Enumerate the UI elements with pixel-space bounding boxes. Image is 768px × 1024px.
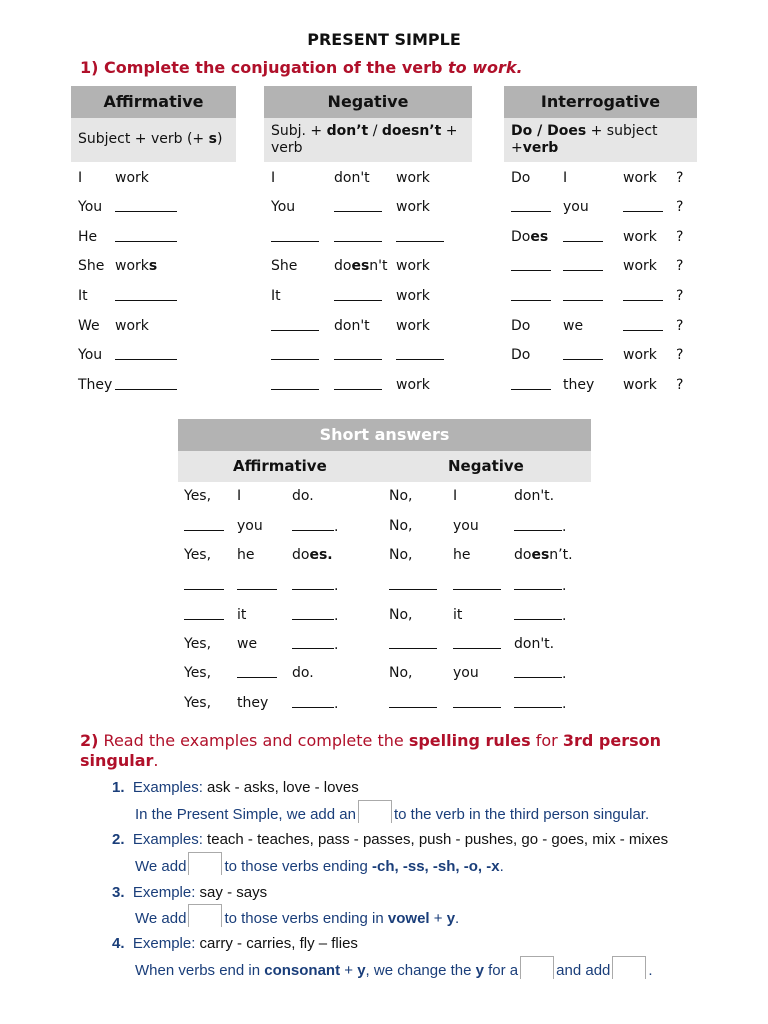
- short-answer-subject: you: [453, 665, 479, 681]
- rule-3-examples: 3. Exemple: say - says: [112, 884, 268, 901]
- affirmative-subject: They: [78, 377, 113, 393]
- short-answer-no: No,: [389, 518, 413, 534]
- interrogative-verb: work: [623, 229, 657, 245]
- short-answer-auxiliary: do.: [292, 665, 314, 681]
- short-answer-yes: Yes,: [184, 695, 212, 711]
- short-answer-auxiliary: don't.: [514, 636, 555, 652]
- short-answer-yes: Yes,: [184, 636, 212, 652]
- negative-header: Negative: [264, 86, 472, 118]
- affirmative-verb: work: [115, 318, 149, 334]
- negative-subject-blank[interactable]: [271, 377, 319, 394]
- short-answer-no: No,: [389, 488, 413, 504]
- rule-2-answer-box[interactable]: [188, 852, 222, 875]
- interrogative-question-mark: ?: [676, 318, 684, 334]
- short-answer-subject: you: [237, 518, 263, 534]
- short-answer-blank[interactable]: .: [292, 695, 338, 712]
- section-1-number: 1): [80, 58, 99, 77]
- negative-auxiliary: don't: [334, 170, 370, 186]
- section-1-verb: to work.: [448, 58, 523, 77]
- interrogative-auxiliary-blank[interactable]: [511, 199, 551, 216]
- interrogative-question-mark: ?: [676, 199, 684, 215]
- negative-subject-blank[interactable]: [271, 347, 319, 364]
- affirmative-subject: We: [78, 318, 100, 334]
- interrogative-auxiliary-blank[interactable]: [511, 258, 551, 275]
- short-answers-header: Short answers: [178, 419, 591, 451]
- interrogative-subject: we: [563, 318, 584, 334]
- rule-2-statement: We add to those verbs ending -ch, -ss, -sh, -o, -x.: [135, 852, 504, 875]
- short-answer-blank[interactable]: .: [514, 695, 566, 712]
- affirmative-verb-blank[interactable]: [115, 288, 177, 305]
- short-answer-blank[interactable]: [389, 695, 437, 712]
- rule-1-examples: 1. Examples: ask - asks, love - loves: [112, 779, 359, 796]
- short-answer-subject: I: [453, 488, 458, 504]
- affirmative-subject: He: [78, 229, 98, 245]
- interrogative-question-mark: ?: [676, 347, 684, 363]
- negative-verb: work: [396, 170, 430, 186]
- negative-auxiliary-blank[interactable]: [334, 199, 382, 216]
- negative-subject: I: [271, 170, 276, 186]
- interrogative-subject: I: [563, 170, 568, 186]
- negative-auxiliary: don't: [334, 318, 370, 334]
- short-answer-blank[interactable]: .: [514, 518, 566, 535]
- interrogative-verb: work: [623, 258, 657, 274]
- short-answer-blank[interactable]: .: [292, 518, 338, 535]
- affirmative-header: Affirmative: [71, 86, 236, 118]
- short-answer-subject: we: [237, 636, 258, 652]
- affirmative-subject: You: [78, 199, 103, 215]
- interrogative-question-mark: ?: [676, 258, 684, 274]
- negative-formula: Subj. + don’t / doesn’t + verb: [264, 118, 472, 162]
- short-answer-blank[interactable]: [184, 518, 224, 535]
- affirmative-subject: It: [78, 288, 88, 304]
- rule-1-statement: In the Present Simple, we add an to the verb in the third person singular.: [135, 800, 649, 823]
- negative-verb-blank[interactable]: [396, 229, 444, 246]
- negative-subject: It: [271, 288, 281, 304]
- short-answer-subject: you: [453, 518, 479, 534]
- interrogative-table: [504, 86, 697, 162]
- section-1-text: Complete the conjugation of the verb: [104, 58, 443, 77]
- short-answer-auxiliary: does.: [292, 547, 333, 563]
- interrogative-verb: work: [623, 377, 657, 393]
- interrogative-subject: they: [563, 377, 595, 393]
- interrogative-verb-blank[interactable]: [623, 318, 663, 335]
- affirmative-verb: works: [115, 258, 158, 274]
- negative-auxiliary-blank[interactable]: [334, 377, 382, 394]
- negative-verb-blank[interactable]: [396, 347, 444, 364]
- affirmative-subject: She: [78, 258, 105, 274]
- short-answer-blank[interactable]: [237, 577, 277, 594]
- interrogative-header: Interrogative: [504, 86, 697, 118]
- short-answer-blank[interactable]: [184, 577, 224, 594]
- interrogative-verb-blank[interactable]: [623, 199, 663, 216]
- rule-4-statement: When verbs end in consonant + y, we change the y for a and add .: [135, 956, 653, 979]
- short-answer-blank[interactable]: [453, 636, 501, 653]
- short-answer-yes: Yes,: [184, 488, 212, 504]
- interrogative-question-mark: ?: [676, 229, 684, 245]
- short-answer-blank[interactable]: [389, 577, 437, 594]
- section-2-heading: 2) Read the examples and complete the spelling rules for 3rd person singular.: [80, 731, 661, 770]
- short-answer-auxiliary: don't.: [514, 488, 555, 504]
- interrogative-subject-blank[interactable]: [563, 229, 603, 246]
- interrogative-auxiliary: Do: [511, 170, 531, 186]
- affirmative-verb: work: [115, 170, 149, 186]
- short-answer-subject: I: [237, 488, 242, 504]
- short-answer-subject: it: [237, 607, 247, 623]
- interrogative-verb: work: [623, 347, 657, 363]
- short-answer-auxiliary: do.: [292, 488, 314, 504]
- short-answers-table: [178, 419, 591, 482]
- negative-subject: You: [271, 199, 296, 215]
- rule-3-answer-box[interactable]: [188, 904, 222, 927]
- rule-1-answer-box[interactable]: [358, 800, 392, 823]
- short-answer-blank[interactable]: .: [514, 607, 566, 624]
- short-answer-subject: it: [453, 607, 463, 623]
- affirmative-subject: You: [78, 347, 103, 363]
- short-answer-subject: he: [453, 547, 471, 563]
- negative-subject: She: [271, 258, 298, 274]
- affirmative-formula: Subject + verb (+ s): [71, 118, 236, 162]
- interrogative-verb-blank[interactable]: [623, 288, 663, 305]
- affirmative-verb-blank[interactable]: [115, 377, 177, 394]
- short-answer-no: No,: [389, 547, 413, 563]
- negative-auxiliary: doesn't: [334, 258, 388, 274]
- interrogative-subject-blank[interactable]: [563, 258, 603, 275]
- negative-table: [264, 86, 472, 162]
- negative-verb: work: [396, 377, 430, 393]
- affirmative-verb-blank[interactable]: [115, 229, 177, 246]
- interrogative-auxiliary: Do: [511, 347, 531, 363]
- short-answer-blank[interactable]: .: [292, 607, 338, 624]
- short-answer-no: No,: [389, 607, 413, 623]
- affirmative-table: [71, 86, 236, 162]
- short-answer-blank[interactable]: .: [514, 577, 566, 594]
- interrogative-auxiliary: Does: [511, 229, 549, 245]
- interrogative-auxiliary-blank[interactable]: [511, 377, 551, 394]
- short-answer-auxiliary: doesn’t.: [514, 547, 573, 563]
- interrogative-auxiliary: Do: [511, 318, 531, 334]
- rule-3-statement: We add to those verbs ending in vowel + y.: [135, 904, 459, 927]
- negative-verb: work: [396, 318, 430, 334]
- short-answers-negative-label: Negative: [448, 457, 524, 475]
- short-answer-blank[interactable]: [453, 695, 501, 712]
- rule-4-examples: 4. Exemple: carry - carries, fly – flies: [112, 935, 358, 952]
- interrogative-auxiliary-blank[interactable]: [511, 288, 551, 305]
- short-answer-subject: he: [237, 547, 255, 563]
- negative-auxiliary-blank[interactable]: [334, 347, 382, 364]
- rule-4-answer-box-letter[interactable]: [520, 956, 554, 979]
- short-answer-blank[interactable]: [453, 577, 501, 594]
- short-answers-affirmative-label: Affirmative: [233, 457, 327, 475]
- short-answer-blank[interactable]: .: [514, 665, 566, 682]
- interrogative-subject-blank[interactable]: [563, 347, 603, 364]
- short-answers-subheader: [178, 451, 591, 482]
- rule-2-examples: 2. Examples: teach - teaches, pass - passes, push - pushes, go - goes, mix - mixes: [112, 831, 669, 848]
- section-1-heading: [80, 58, 523, 77]
- negative-verb: work: [396, 258, 430, 274]
- short-answer-no: No,: [389, 665, 413, 681]
- affirmative-verb-blank[interactable]: [115, 347, 177, 364]
- interrogative-question-mark: ?: [676, 170, 684, 186]
- section-2-number: 2): [80, 731, 99, 750]
- negative-auxiliary-blank[interactable]: [334, 288, 382, 305]
- interrogative-subject: you: [563, 199, 589, 215]
- short-answer-blank[interactable]: .: [292, 636, 338, 653]
- page-title: PRESENT SIMPLE: [307, 30, 461, 49]
- interrogative-question-mark: ?: [676, 377, 684, 393]
- negative-subject-blank[interactable]: [271, 318, 319, 335]
- interrogative-formula: Do / Does + subject +verb: [504, 118, 697, 162]
- interrogative-verb: work: [623, 170, 657, 186]
- short-answer-subject: they: [237, 695, 269, 711]
- rule-4-answer-box-ending[interactable]: [612, 956, 646, 979]
- interrogative-question-mark: ?: [676, 288, 684, 304]
- short-answer-blank[interactable]: [237, 665, 277, 682]
- interrogative-subject-blank[interactable]: [563, 288, 603, 305]
- negative-subject-blank[interactable]: [271, 229, 319, 246]
- short-answer-blank[interactable]: [184, 607, 224, 624]
- affirmative-verb-blank[interactable]: [115, 199, 177, 216]
- short-answer-blank[interactable]: .: [292, 577, 338, 594]
- negative-verb: work: [396, 199, 430, 215]
- affirmative-subject: I: [78, 170, 83, 186]
- short-answer-yes: Yes,: [184, 665, 212, 681]
- short-answer-blank[interactable]: [389, 636, 437, 653]
- short-answer-yes: Yes,: [184, 547, 212, 563]
- negative-verb: work: [396, 288, 430, 304]
- negative-auxiliary-blank[interactable]: [334, 229, 382, 246]
